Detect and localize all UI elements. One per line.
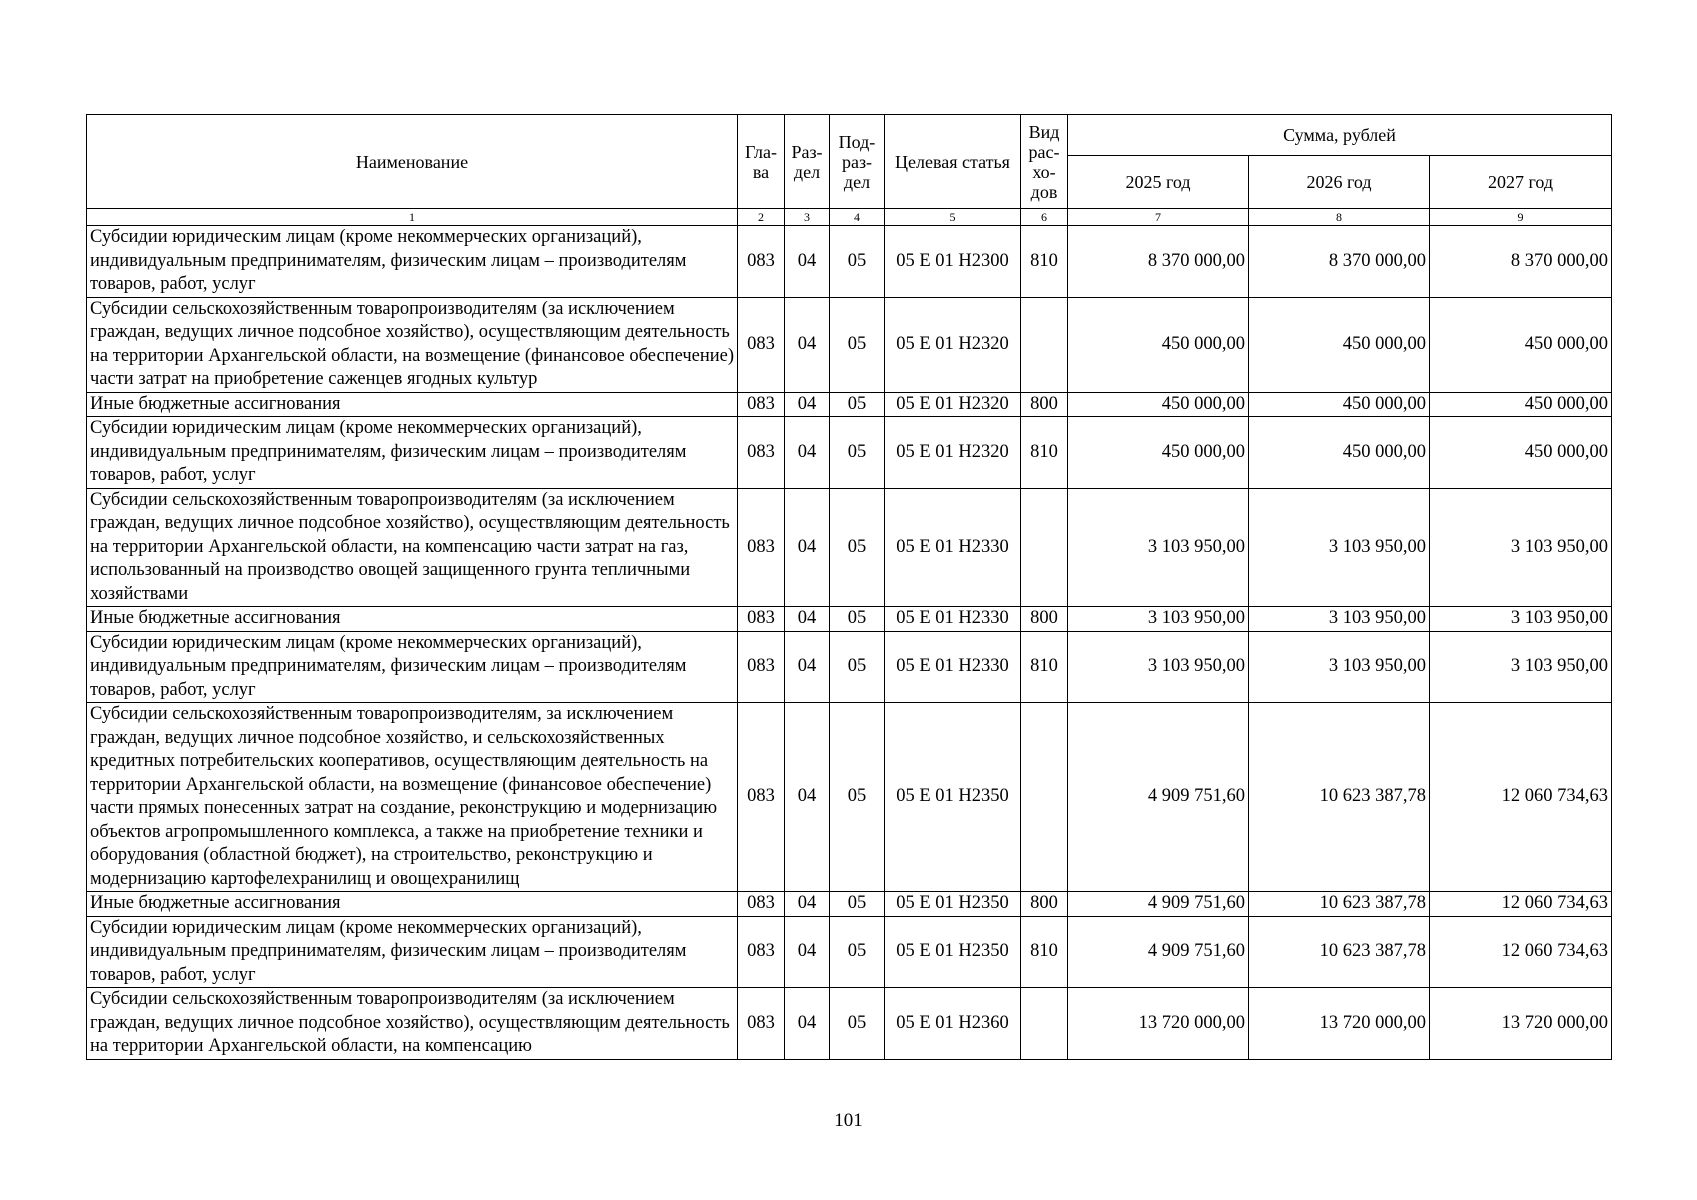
row-chapter-cell: 083 [738,392,785,417]
header-sum-group: Сумма, рублей [1068,115,1612,156]
row-amount-2027-cell: 3 103 950,00 [1430,631,1612,703]
header-year-2027: 2027 год [1430,156,1612,209]
row-amount-2026-cell: 3 103 950,00 [1249,607,1430,632]
row-amount-2025-cell: 4 909 751,60 [1068,916,1249,988]
row-amount-2027-cell: 12 060 734,63 [1430,892,1612,917]
row-amount-2025-cell: 450 000,00 [1068,392,1249,417]
row-section-cell: 04 [785,297,830,392]
row-subsection-cell: 05 [830,631,885,703]
row-amount-2025-cell: 13 720 000,00 [1068,988,1249,1060]
column-number-row [87,209,1612,226]
row-amount-2026-cell: 3 103 950,00 [1249,488,1430,607]
row-target-article-cell: 05 Е 01 Н2360 [885,988,1021,1060]
row-chapter-cell: 083 [738,417,785,489]
row-target-article-cell: 05 Е 01 Н2320 [885,297,1021,392]
row-expense-type-cell: 800 [1021,892,1068,917]
row-name-cell: Субсидии юридическим лицам (кроме некоммерческих организаций), индивидуальным предпринимателям, физическим лицам – производителям товаров, работ, услуг [87,226,738,298]
table-row [87,988,1612,1060]
column-number: 3 [785,209,830,226]
row-amount-2026-cell: 450 000,00 [1249,417,1430,489]
row-section-cell: 04 [785,631,830,703]
row-chapter-cell: 083 [738,297,785,392]
row-amount-2026-cell: 10 623 387,78 [1249,916,1430,988]
row-subsection-cell: 05 [830,417,885,489]
column-number: 5 [885,209,1021,226]
header-year-2026: 2026 год [1249,156,1430,209]
row-name-cell: Субсидии юридическим лицам (кроме некоммерческих организаций), индивидуальным предпринимателям, физическим лицам – производителям товаров, работ, услуг [87,631,738,703]
row-amount-2027-cell: 450 000,00 [1430,297,1612,392]
row-target-article-cell: 05 Е 01 Н2330 [885,488,1021,607]
table-row [87,392,1612,417]
table-row [87,631,1612,703]
row-target-article-cell: 05 Е 01 Н2350 [885,892,1021,917]
row-expense-type-cell: 810 [1021,916,1068,988]
row-chapter-cell: 083 [738,703,785,892]
row-section-cell: 04 [785,392,830,417]
column-number: 9 [1430,209,1612,226]
row-target-article-cell: 05 Е 01 Н2300 [885,226,1021,298]
row-chapter-cell: 083 [738,226,785,298]
row-amount-2027-cell: 450 000,00 [1430,417,1612,489]
row-chapter-cell: 083 [738,607,785,632]
row-name-cell: Субсидии юридическим лицам (кроме некоммерческих организаций), индивидуальным предпринимателям, физическим лицам – производителям товаров, работ, услуг [87,916,738,988]
table-row [87,703,1612,892]
row-section-cell: 04 [785,607,830,632]
row-expense-type-cell [1021,488,1068,607]
row-subsection-cell: 05 [830,892,885,917]
row-expense-type-cell: 800 [1021,392,1068,417]
row-amount-2027-cell: 450 000,00 [1430,392,1612,417]
row-name-cell: Субсидии сельскохозяйственным товаропроизводителям, за исключением граждан, ведущих личное подсобное хозяйство, и сельскохозяйственных кредитных потребительских кооперативов, осуществляющим деятельность на территории Архангельской области, на возмещение (финансовое обеспечение) части прямых понесенных затрат на создание, реконструкцию и модернизацию объектов агропромышленного комплекса, а также на приобретение техники и оборудования (областной бюджет), на строительство, реконструкцию и модернизацию картофелехранилищ и овощехранилищ [87,703,738,892]
row-amount-2026-cell: 3 103 950,00 [1249,631,1430,703]
row-amount-2027-cell: 12 060 734,63 [1430,703,1612,892]
header-year-2025: 2025 год [1068,156,1249,209]
header-expense-type: Вид рас-хо-дов [1021,115,1068,209]
row-amount-2025-cell: 3 103 950,00 [1068,488,1249,607]
row-subsection-cell: 05 [830,392,885,417]
row-name-cell: Субсидии сельскохозяйственным товаропроизводителям (за исключением граждан, ведущих личное подсобное хозяйство), осуществляющим деятельность на территории Архангельской области, на компенсацию [87,988,738,1060]
row-target-article-cell: 05 Е 01 Н2330 [885,607,1021,632]
row-target-article-cell: 05 Е 01 Н2350 [885,916,1021,988]
row-amount-2026-cell: 13 720 000,00 [1249,988,1430,1060]
row-target-article-cell: 05 Е 01 Н2320 [885,417,1021,489]
row-chapter-cell: 083 [738,892,785,917]
row-expense-type-cell [1021,703,1068,892]
row-chapter-cell: 083 [738,631,785,703]
table-row [87,417,1612,489]
row-amount-2026-cell: 450 000,00 [1249,297,1430,392]
row-expense-type-cell: 810 [1021,226,1068,298]
row-subsection-cell: 05 [830,607,885,632]
row-section-cell: 04 [785,417,830,489]
row-section-cell: 04 [785,226,830,298]
header-chapter: Гла-ва [738,115,785,209]
table-header [87,115,1612,226]
row-name-cell: Иные бюджетные ассигнования [87,607,738,632]
table-row [87,607,1612,632]
table-body [87,226,1612,1060]
row-section-cell: 04 [785,892,830,917]
row-amount-2025-cell: 450 000,00 [1068,417,1249,489]
row-amount-2026-cell: 8 370 000,00 [1249,226,1430,298]
row-expense-type-cell [1021,988,1068,1060]
row-amount-2025-cell: 3 103 950,00 [1068,631,1249,703]
row-amount-2026-cell: 10 623 387,78 [1249,892,1430,917]
table-row [87,226,1612,298]
row-amount-2027-cell: 12 060 734,63 [1430,916,1612,988]
page-number: 101 [834,1110,863,1131]
row-amount-2025-cell: 8 370 000,00 [1068,226,1249,298]
column-number: 4 [830,209,885,226]
row-amount-2025-cell: 3 103 950,00 [1068,607,1249,632]
table-row [87,297,1612,392]
row-subsection-cell: 05 [830,488,885,607]
row-expense-type-cell: 810 [1021,417,1068,489]
column-number: 6 [1021,209,1068,226]
header-section: Раз-дел [785,115,830,209]
row-name-cell: Иные бюджетные ассигнования [87,892,738,917]
column-number: 8 [1249,209,1430,226]
column-number: 2 [738,209,785,226]
row-subsection-cell: 05 [830,703,885,892]
table-row [87,892,1612,917]
row-name-cell: Иные бюджетные ассигнования [87,392,738,417]
row-target-article-cell: 05 Е 01 Н2350 [885,703,1021,892]
budget-sheet [86,114,1611,1060]
budget-table [86,114,1612,1060]
header-subsection: Под-раз-дел [830,115,885,209]
row-subsection-cell: 05 [830,297,885,392]
row-name-cell: Субсидии сельскохозяйственным товаропроизводителям (за исключением граждан, ведущих личное подсобное хозяйство), осуществляющим деятельность на территории Архангельской области, на возмещение (финансовое обеспечение) части затрат на приобретение саженцев ягодных культур [87,297,738,392]
row-amount-2025-cell: 4 909 751,60 [1068,892,1249,917]
row-amount-2027-cell: 8 370 000,00 [1430,226,1612,298]
row-amount-2026-cell: 10 623 387,78 [1249,703,1430,892]
column-number: 1 [87,209,738,226]
row-expense-type-cell: 800 [1021,607,1068,632]
row-amount-2027-cell: 13 720 000,00 [1430,988,1612,1060]
row-section-cell: 04 [785,488,830,607]
row-name-cell: Субсидии юридическим лицам (кроме некоммерческих организаций), индивидуальным предпринимателям, физическим лицам – производителям товаров, работ, услуг [87,417,738,489]
row-chapter-cell: 083 [738,988,785,1060]
row-section-cell: 04 [785,988,830,1060]
row-chapter-cell: 083 [738,916,785,988]
row-chapter-cell: 083 [738,488,785,607]
row-amount-2025-cell: 4 909 751,60 [1068,703,1249,892]
column-number: 7 [1068,209,1249,226]
row-expense-type-cell: 810 [1021,631,1068,703]
row-target-article-cell: 05 Е 01 Н2320 [885,392,1021,417]
row-target-article-cell: 05 Е 01 Н2330 [885,631,1021,703]
row-subsection-cell: 05 [830,988,885,1060]
row-amount-2027-cell: 3 103 950,00 [1430,488,1612,607]
row-amount-2026-cell: 450 000,00 [1249,392,1430,417]
row-subsection-cell: 05 [830,226,885,298]
row-amount-2027-cell: 3 103 950,00 [1430,607,1612,632]
row-section-cell: 04 [785,916,830,988]
row-section-cell: 04 [785,703,830,892]
table-row [87,488,1612,607]
header-target-article: Целевая статья [885,115,1021,209]
row-subsection-cell: 05 [830,916,885,988]
row-expense-type-cell [1021,297,1068,392]
header-name: Наименование [87,115,738,209]
row-amount-2025-cell: 450 000,00 [1068,297,1249,392]
row-name-cell: Субсидии сельскохозяйственным товаропроизводителям (за исключением граждан, ведущих личное подсобное хозяйство), осуществляющим деятельность на территории Архангельской области, на компенсацию части затрат на газ, использованный на производство овощей защищенного грунта тепличными хозяйствами [87,488,738,607]
table-row [87,916,1612,988]
